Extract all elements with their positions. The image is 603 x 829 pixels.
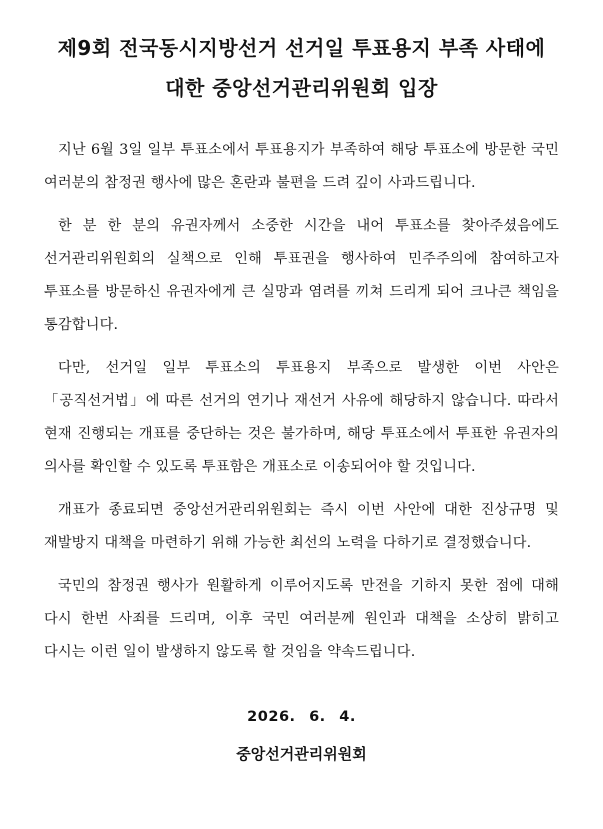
document-body <box>44 134 559 669</box>
document-title <box>44 28 559 108</box>
paragraph-1: 지난 6월 3일 일부 투표소에서 투표용지가 부족하여 해당 투표소에 방문한 국민 여러분의 참정권 행사에 많은 혼란과 불편을 드려 깊이 사과드립니다. <box>44 142 559 191</box>
paragraph-5: 국민의 참정권 행사가 원활하게 이루어지도록 만전을 기하지 못한 점에 대해 다시 한번 사죄를 드리며, 이후 국민 여러분께 원인과 대책을 소상히 밝히고 다시는 이런 일이 발생하지 않도록 할 것임을 약속드립니다. <box>44 578 559 660</box>
issuing-organization: 중앙선거관리위원회 <box>236 745 367 763</box>
title-line-1: 제9회 전국동시지방선거 선거일 투표용지 부족 사태에 <box>57 36 546 60</box>
paragraph-2: 한 분 한 분의 유권자께서 소중한 시간을 내어 투표소를 찾아주셨음에도 선거관리위원회의 실책으로 인해 투표권을 행사하여 민주주의에 참여하고자 투표소를 방문하신 유권자에게 큰 실망과 염려를 끼쳐 드리게 되어 크나큰 책임을 통감합니다. <box>44 218 559 333</box>
paragraph-3: 다만, 선거일 일부 투표소의 투표용지 부족으로 발생한 이번 사안은 「공직선거법」에 따른 선거의 연기나 재선거 사유에 해당하지 않습니다. 따라서 현재 진행되는 개표를 중단하는 것은 불가하며, 해당 투표소에서 투표한 유권자의 의사를 확인할 수 있도록 투표함은 개표소로 이송되어야 할 것입니다. <box>44 360 559 475</box>
paragraph-4: 개표가 종료되면 중앙선거관리위원회는 즉시 이번 사안에 대한 진상규명 및 재발방지 대책을 마련하기 위해 가능한 최선의 노력을 다하기로 결정했습니다. <box>44 502 559 551</box>
document-date: 2026. 6. 4. <box>247 709 356 725</box>
title-line-2: 대한 중앙선거관리위원회 입장 <box>165 76 438 100</box>
